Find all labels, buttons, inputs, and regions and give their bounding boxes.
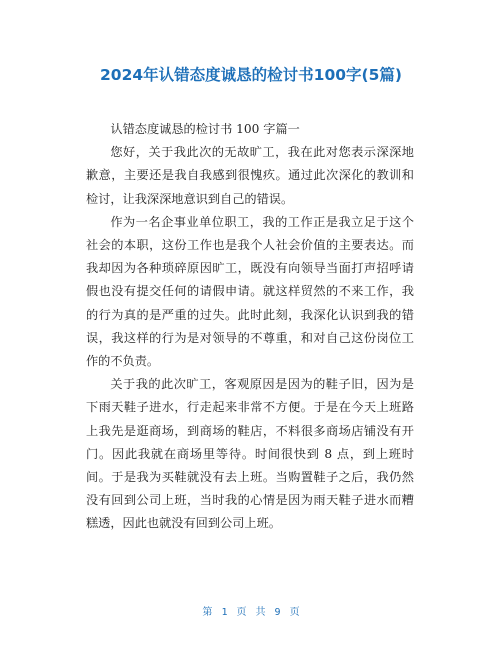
document-body: [86, 118, 414, 536]
document-title: 2024年认错态度诚恳的检讨书100字(5篇): [100, 66, 402, 84]
paragraph-1: 您好，关于我此次的无故旷工，我在此对您表示深深地歉意，主要还是我自我感到很愧疚。通过此次深化的教训和检讨，让我深深地意识到自己的错误。: [86, 145, 414, 206]
paragraph-2: 作为一名企事业单位职工，我的工作正是我立足于这个社会的本职，这份工作也是我个人社会价值的主要表达。而我却因为各种琐碎原因旷工，既没有向领导当面打声招呼请假也没有提交任何的请假申请。就这样贸然的不来工作，我的行为真的是严重的过失。此时此刻，我深化认识到我的错误，我这样的行为是对领导的不尊重，和对自己这份岗位工作的不负责。: [86, 214, 414, 369]
paragraph-3: 关于我的此次旷工，客观原因是因为的鞋子旧，因为是下雨天鞋子进水，行走起来非常不方便。于是在今天上班路上我先是逛商场，到商场的鞋店，不料很多商场店铺没有开门。因此我就在商场里等待。时间很快到 8 点，到上班时间。于是我为买鞋就没有去上班。当购置鞋子之后，我仍然没有回到公司上班，当时我的心情是因为雨天鞋子进水而糟糕透，因此也就没有回到公司上班。: [86, 377, 414, 531]
section-heading: 认错态度诚恳的检讨书 100 字篇一: [110, 122, 300, 136]
page-indicator: 第 1 页 共 9 页: [202, 607, 300, 618]
